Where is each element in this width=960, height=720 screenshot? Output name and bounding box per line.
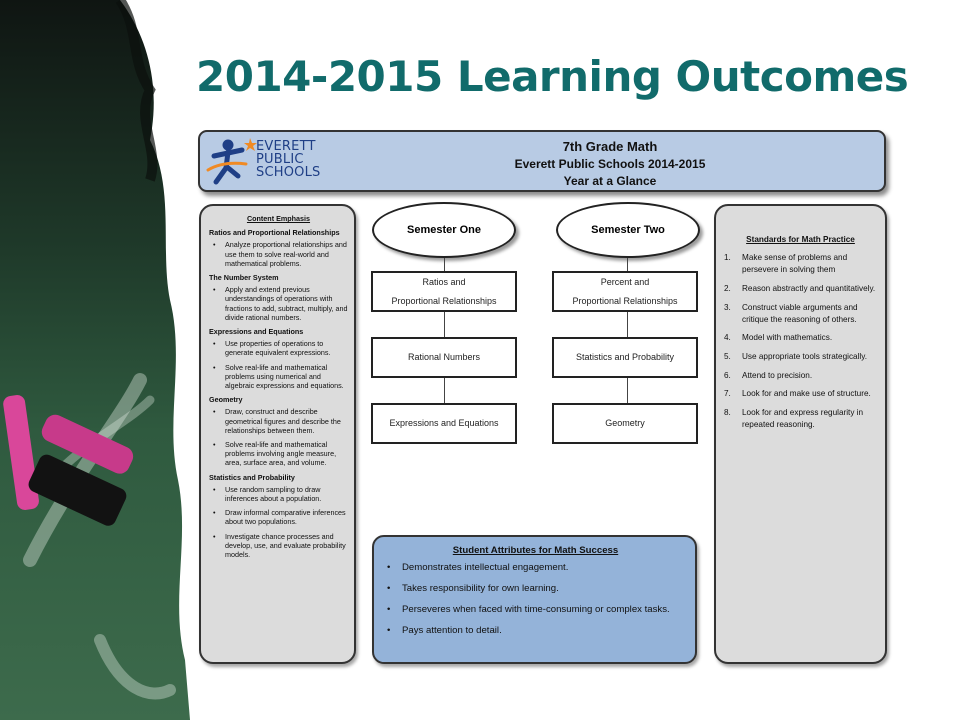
semester-two-unit-2: Statistics and Probability — [552, 337, 698, 378]
practice-item: 7. Look for and make use of structure. — [724, 389, 871, 399]
semester-one-unit-3: Expressions and Equations — [371, 403, 517, 444]
practice-item: 5. Use appropriate tools strategically. — [724, 351, 867, 361]
student-attributes-panel — [372, 535, 697, 664]
content-list — [209, 407, 348, 467]
connector-line — [627, 258, 628, 272]
math-practice-panel — [714, 204, 887, 664]
attribute-item: • Takes responsibility for own learning. — [402, 583, 687, 595]
logo-line: EVERETT — [256, 139, 316, 154]
logo-text — [256, 140, 320, 179]
chalkboard-background — [0, 0, 200, 720]
connector-line — [444, 258, 445, 272]
math-practice-list — [724, 252, 877, 431]
content-list — [209, 285, 348, 322]
connector-line — [627, 312, 628, 338]
logo-line: SCHOOLS — [256, 165, 321, 180]
semester-two-oval: Semester Two — [556, 202, 700, 258]
content-item: • Analyze proportional relationships and use them to solve real-world and mathematical problems. — [225, 240, 348, 268]
header-subtitle: Year at a Glance — [563, 174, 657, 188]
content-item: • Use properties of operations to generate equivalent expressions. — [225, 339, 348, 357]
content-list — [209, 485, 348, 559]
content-heading: Ratios and Proportional Relationships — [209, 228, 340, 238]
content-item: • Use random sampling to draw inferences about a population. — [225, 485, 348, 503]
content-item: • Investigate chance processes and develop, use, and evaluate probability models. — [225, 532, 348, 560]
content-heading: Expressions and Equations — [209, 327, 304, 337]
practice-text: Look for and express regularity in repeated reasoning. — [742, 407, 864, 429]
student-attributes-list — [384, 562, 687, 637]
connector-line — [444, 378, 445, 404]
practice-item: 8. Look for and express regularity in repeated reasoning. — [724, 407, 864, 429]
content-heading: Statistics and Probability — [209, 472, 295, 482]
practice-text: Construct viable arguments and critique the reasoning of others. — [742, 302, 858, 324]
practice-text: Make sense of problems and persevere in solving them — [742, 253, 848, 275]
content-heading: The Number System — [209, 273, 279, 283]
practice-text: Look for and make use of structure. — [742, 389, 871, 399]
semester-one-unit-2: Rational Numbers — [371, 337, 517, 378]
content-emphasis-panel — [199, 204, 356, 664]
semester-one-unit-1: Ratios and Proportional Relationships — [371, 271, 517, 312]
practice-item: 6. Attend to precision. — [724, 370, 813, 380]
content-item: • Apply and extend previous understandings of operations with fractions to add, subtract, multiply, and divide rational numbers. — [225, 285, 348, 322]
student-attributes-title: Student Attributes for Math Success — [452, 545, 619, 556]
slide-title: 2014-2015 Learning Outcomes — [196, 52, 909, 101]
school-logo — [206, 136, 342, 188]
content-item: • Draw, construct and describe geometrical figures and describe the relationships between them. — [225, 407, 348, 435]
practice-item: 1. Make sense of problems and persevere in solving them — [724, 253, 848, 275]
content-heading: Geometry — [209, 395, 243, 405]
content-emphasis-title: Content Emphasis — [246, 214, 311, 223]
practice-text: Reason abstractly and quantitatively. — [742, 284, 876, 293]
semester-two-unit-1: Percent and Proportional Relationships — [552, 271, 698, 312]
practice-text: Use appropriate tools strategically. — [742, 351, 867, 361]
semester-one-oval: Semester One — [372, 202, 516, 258]
practice-text: Attend to precision. — [742, 370, 813, 380]
header-course: 7th Grade Math — [562, 139, 658, 154]
connector-line — [627, 378, 628, 404]
practice-item: 4. Model with mathematics. — [724, 333, 833, 343]
content-item: • Solve real-life and mathematical problems using numerical and algebraic expressions and equations. — [225, 363, 348, 391]
attribute-item: • Pays attention to detail. — [402, 625, 687, 637]
semester-two-unit-3: Geometry — [552, 403, 698, 444]
content-list — [209, 339, 348, 390]
content-item: • Solve real-life and mathematical problems involving angle measure, area, surface area, and volume. — [225, 440, 348, 468]
running-figure-icon — [206, 136, 260, 188]
content-list — [209, 240, 348, 268]
header-district: Everett Public Schools 2014-2015 — [514, 157, 706, 171]
content-item: • Draw informal comparative inferences about two populations. — [225, 508, 348, 526]
connector-line — [444, 312, 445, 338]
header-banner — [198, 130, 886, 192]
math-practice-title: Standards for Math Practice — [746, 235, 855, 244]
practice-item: 3. Construct viable arguments and critique the reasoning of others. — [724, 302, 858, 324]
practice-item: 2. Reason abstractly and quantitatively. — [724, 284, 876, 293]
logo-line: PUBLIC — [256, 152, 304, 167]
attribute-item: • Perseveres when faced with time-consuming or complex tasks. — [402, 604, 687, 616]
attribute-item: • Demonstrates intellectual engagement. — [402, 562, 687, 574]
practice-text: Model with mathematics. — [742, 333, 833, 343]
